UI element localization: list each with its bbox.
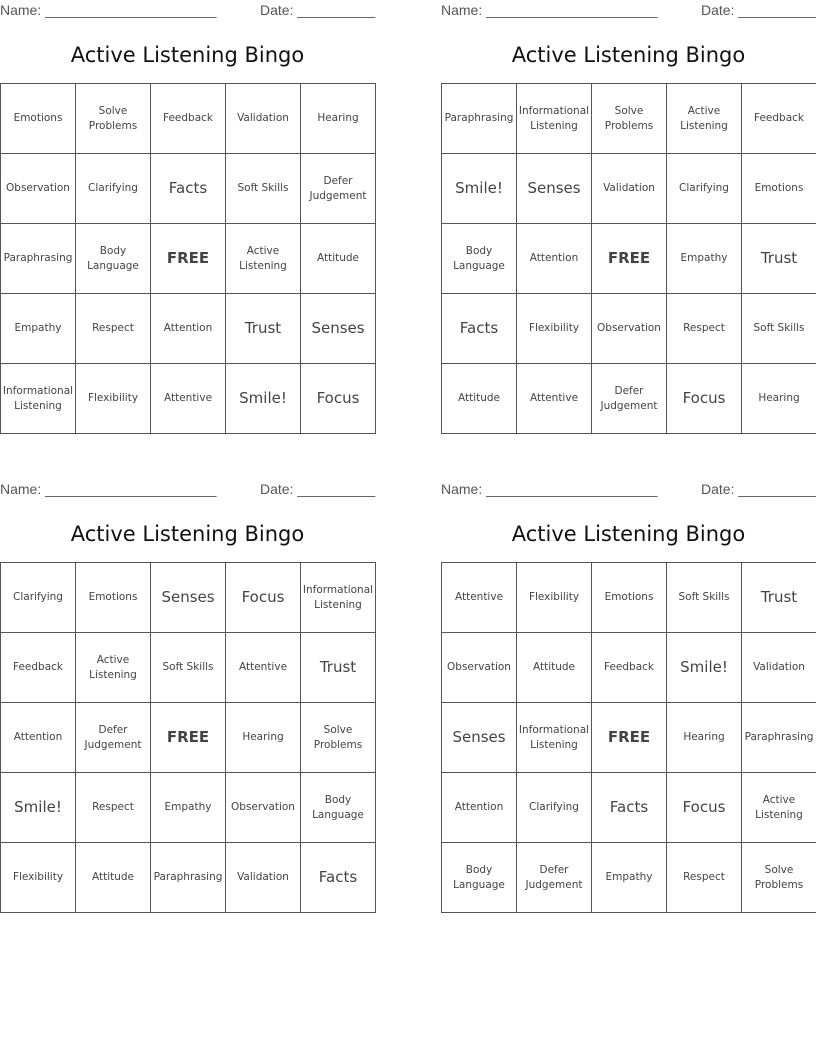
cell-label: Trust	[760, 249, 798, 267]
cell-label: Flexibility	[87, 392, 139, 404]
bingo-cell[interactable]	[442, 843, 517, 913]
bingo-cell[interactable]	[76, 843, 151, 913]
bingo-cell[interactable]	[1, 294, 76, 364]
cell-label: Soft Skills	[678, 591, 730, 603]
bingo-cell[interactable]	[226, 224, 301, 294]
cell-label: Empathy	[14, 322, 62, 334]
cell-label: Facts	[459, 319, 499, 337]
bingo-cell[interactable]	[151, 154, 226, 224]
cell-label: Clarifying	[529, 801, 579, 813]
bingo-cell[interactable]	[226, 84, 301, 154]
bingo-cell[interactable]	[442, 154, 517, 224]
free-space[interactable]	[592, 703, 667, 773]
bingo-cell[interactable]	[301, 294, 376, 364]
grid-row	[1, 364, 376, 434]
cell-label: Paraphrasing	[153, 871, 223, 883]
grid-row	[1, 703, 376, 773]
bingo-cell[interactable]	[226, 154, 301, 224]
cell-label: Hearing	[317, 112, 359, 124]
cell-label: Focus	[682, 798, 726, 816]
bingo-cell[interactable]	[301, 703, 376, 773]
bingo-cell[interactable]	[517, 703, 592, 773]
bingo-cell[interactable]	[301, 224, 376, 294]
cell-label: Validation	[753, 661, 805, 673]
cell-label: Empathy	[605, 871, 653, 883]
grid-row	[442, 84, 816, 154]
bingo-cell[interactable]	[76, 154, 151, 224]
cell-label: Feedback	[603, 661, 654, 673]
cell-label: Attention	[163, 322, 213, 334]
cell-label: Senses	[527, 179, 581, 197]
bingo-cell[interactable]	[742, 364, 816, 434]
bingo-cell[interactable]	[76, 294, 151, 364]
bingo-cell[interactable]	[742, 84, 816, 154]
bingo-cell[interactable]	[667, 633, 742, 703]
free-space[interactable]	[151, 703, 226, 773]
cell-label: Validation	[237, 871, 289, 883]
bingo-cell[interactable]	[301, 84, 376, 154]
bingo-cell[interactable]	[517, 84, 592, 154]
bingo-cell[interactable]	[667, 843, 742, 913]
cell-label: Validation	[603, 182, 655, 194]
cell-label: Active Listening	[680, 104, 728, 132]
cell-label: Respect	[92, 322, 134, 334]
bingo-cell[interactable]	[151, 294, 226, 364]
bingo-cell[interactable]	[301, 843, 376, 913]
cell-label: Attention	[529, 252, 579, 264]
name-field[interactable]: Name: ______________________	[0, 2, 217, 18]
cell-label: Validation	[237, 112, 289, 124]
bingo-cell[interactable]	[592, 294, 667, 364]
bingo-cell[interactable]	[226, 563, 301, 633]
grid-row	[442, 703, 816, 773]
bingo-cell[interactable]	[742, 633, 816, 703]
bingo-cell[interactable]	[151, 563, 226, 633]
free-space[interactable]	[151, 224, 226, 294]
bingo-cell[interactable]	[151, 843, 226, 913]
cell-label: Solve Problems	[88, 104, 138, 132]
bingo-cell[interactable]	[226, 843, 301, 913]
bingo-cell[interactable]	[76, 773, 151, 843]
cell-label: Clarifying	[13, 591, 63, 603]
grid-row	[442, 154, 816, 224]
bingo-cell[interactable]	[742, 773, 816, 843]
bingo-grid	[0, 562, 376, 913]
bingo-cell[interactable]	[517, 364, 592, 434]
cell-label: Informational Listening	[518, 104, 590, 132]
cell-label: Paraphrasing	[744, 731, 814, 743]
cell-label: Senses	[452, 728, 506, 746]
cell-label: Feedback	[753, 112, 804, 124]
bingo-cell[interactable]	[76, 364, 151, 434]
cell-label: Smile!	[14, 798, 62, 816]
bingo-cell[interactable]	[301, 364, 376, 434]
grid-row	[442, 364, 816, 434]
grid-row	[442, 843, 816, 913]
bingo-cell[interactable]	[151, 633, 226, 703]
cell-label: Attention	[13, 731, 63, 743]
cell-label: Attitude	[457, 392, 501, 404]
bingo-cell[interactable]	[742, 294, 816, 364]
bingo-cell[interactable]	[667, 224, 742, 294]
grid-row	[1, 224, 376, 294]
bingo-cell[interactable]	[151, 84, 226, 154]
cell-label: Empathy	[680, 252, 728, 264]
cell-label: Focus	[241, 588, 285, 606]
bingo-cell[interactable]	[226, 773, 301, 843]
grid-row	[442, 563, 816, 633]
card-title: Active Listening Bingo	[511, 43, 746, 67]
card-title: Active Listening Bingo	[70, 522, 305, 546]
cell-label: FREE	[166, 728, 210, 746]
date-field[interactable]: Date: __________	[260, 2, 376, 18]
bingo-cell[interactable]	[76, 563, 151, 633]
cell-label: Defer Judgement	[525, 863, 583, 891]
bingo-card-4	[441, 479, 816, 919]
bingo-cell[interactable]	[226, 294, 301, 364]
bingo-cell[interactable]	[592, 773, 667, 843]
cell-label: Hearing	[683, 731, 725, 743]
grid-row	[442, 633, 816, 703]
cell-label: Respect	[683, 322, 725, 334]
card-title: Active Listening Bingo	[511, 522, 746, 546]
cell-label: Solve Problems	[313, 723, 363, 751]
cell-label: Soft Skills	[753, 322, 805, 334]
cell-label: Informational Listening	[302, 583, 374, 611]
cell-label: Attentive	[454, 591, 504, 603]
bingo-cell[interactable]	[226, 633, 301, 703]
cell-label: Observation	[447, 661, 511, 673]
cell-label: Smile!	[239, 389, 287, 407]
bingo-cell[interactable]	[592, 843, 667, 913]
grid-row	[442, 773, 816, 843]
bingo-cell[interactable]	[1, 563, 76, 633]
name-field[interactable]: Name: ______________________	[441, 481, 658, 497]
bingo-cell[interactable]	[442, 563, 517, 633]
bingo-card-1	[0, 0, 375, 440]
cell-label: Paraphrasing	[3, 252, 73, 264]
bingo-cell[interactable]	[517, 294, 592, 364]
grid-row	[1, 154, 376, 224]
bingo-cell[interactable]	[301, 563, 376, 633]
cell-label: Respect	[92, 801, 134, 813]
cell-label: Attentive	[529, 392, 579, 404]
cell-label: Flexibility	[528, 591, 580, 603]
date-field[interactable]: Date: __________	[701, 2, 816, 18]
cell-label: Trust	[319, 658, 357, 676]
bingo-cell[interactable]	[592, 154, 667, 224]
cell-label: Clarifying	[88, 182, 138, 194]
cell-label: Defer Judgement	[600, 384, 658, 412]
grid-row	[1, 563, 376, 633]
bingo-cell[interactable]	[442, 773, 517, 843]
cell-label: Senses	[161, 588, 215, 606]
cell-label: Flexibility	[12, 871, 64, 883]
bingo-cell[interactable]	[1, 773, 76, 843]
bingo-cell[interactable]	[76, 84, 151, 154]
cell-label: Trust	[760, 588, 798, 606]
cell-label: Soft Skills	[162, 661, 214, 673]
name-field[interactable]: Name: ______________________	[0, 481, 217, 497]
cell-label: Feedback	[12, 661, 63, 673]
bingo-cell[interactable]	[517, 633, 592, 703]
cell-label: Attitude	[91, 871, 135, 883]
grid-row	[1, 843, 376, 913]
cell-label: Feedback	[162, 112, 213, 124]
cell-label: Active Listening	[239, 244, 287, 272]
bingo-cell[interactable]	[1, 633, 76, 703]
bingo-cell[interactable]	[442, 224, 517, 294]
bingo-cell[interactable]	[667, 154, 742, 224]
cell-label: Defer Judgement	[309, 174, 367, 202]
grid-row	[442, 294, 816, 364]
bingo-grid	[441, 83, 816, 434]
bingo-cell[interactable]	[667, 84, 742, 154]
cell-label: Smile!	[680, 658, 728, 676]
date-field[interactable]: Date: __________	[260, 481, 376, 497]
bingo-cell[interactable]	[742, 154, 816, 224]
bingo-cell[interactable]	[442, 364, 517, 434]
grid-row	[442, 224, 816, 294]
bingo-cell[interactable]	[301, 633, 376, 703]
bingo-grid	[0, 83, 376, 434]
grid-row	[1, 773, 376, 843]
cell-label: Soft Skills	[237, 182, 289, 194]
cell-label: Hearing	[758, 392, 800, 404]
cell-label: Empathy	[164, 801, 212, 813]
bingo-cell[interactable]	[592, 633, 667, 703]
cell-label: Body Language	[87, 244, 139, 272]
cell-label: Emotions	[754, 182, 804, 194]
cell-label: Attentive	[163, 392, 213, 404]
bingo-cell[interactable]	[1, 703, 76, 773]
cell-label: FREE	[607, 728, 651, 746]
cell-label: Hearing	[242, 731, 284, 743]
bingo-cell[interactable]	[667, 773, 742, 843]
cell-label: Observation	[6, 182, 70, 194]
grid-row	[1, 84, 376, 154]
bingo-card-3	[0, 479, 375, 919]
cell-label: Emotions	[13, 112, 63, 124]
bingo-cell[interactable]	[1, 364, 76, 434]
cell-label: Emotions	[604, 591, 654, 603]
bingo-cell[interactable]	[742, 563, 816, 633]
bingo-cell[interactable]	[592, 563, 667, 633]
cell-label: Flexibility	[528, 322, 580, 334]
bingo-cell[interactable]	[667, 703, 742, 773]
cell-label: Smile!	[455, 179, 503, 197]
bingo-cell[interactable]	[151, 364, 226, 434]
bingo-cell[interactable]	[517, 773, 592, 843]
bingo-cell[interactable]	[1, 843, 76, 913]
bingo-cell[interactable]	[742, 843, 816, 913]
bingo-cell[interactable]	[1, 224, 76, 294]
bingo-cell[interactable]	[517, 843, 592, 913]
cell-label: Facts	[318, 868, 358, 886]
bingo-cell[interactable]	[442, 703, 517, 773]
bingo-cell[interactable]	[517, 224, 592, 294]
cell-label: Attitude	[532, 661, 576, 673]
free-space[interactable]	[592, 224, 667, 294]
bingo-cell[interactable]	[667, 294, 742, 364]
cell-label: Body Language	[312, 793, 364, 821]
bingo-grid	[441, 562, 816, 913]
cell-label: Emotions	[88, 591, 138, 603]
cell-label: Informational Listening	[2, 384, 74, 412]
bingo-cell[interactable]	[667, 563, 742, 633]
cell-label: Solve Problems	[754, 863, 804, 891]
bingo-cell[interactable]	[667, 364, 742, 434]
bingo-cell[interactable]	[1, 154, 76, 224]
cell-label: Clarifying	[679, 182, 729, 194]
cell-label: FREE	[166, 249, 210, 267]
cell-label: Focus	[682, 389, 726, 407]
date-field[interactable]: Date: __________	[701, 481, 816, 497]
cell-label: Active Listening	[89, 653, 137, 681]
cell-label: Attitude	[316, 252, 360, 264]
cell-label: Attention	[454, 801, 504, 813]
bingo-cell[interactable]	[301, 773, 376, 843]
bingo-cell[interactable]	[742, 703, 816, 773]
bingo-cell[interactable]	[1, 84, 76, 154]
grid-row	[1, 633, 376, 703]
bingo-cell[interactable]	[592, 84, 667, 154]
bingo-cell[interactable]	[742, 224, 816, 294]
bingo-cell[interactable]	[592, 364, 667, 434]
bingo-cell[interactable]	[442, 633, 517, 703]
grid-row	[1, 294, 376, 364]
cell-label: Facts	[609, 798, 649, 816]
cell-label: Solve Problems	[604, 104, 654, 132]
cell-label: Senses	[311, 319, 365, 337]
bingo-cell[interactable]	[442, 84, 517, 154]
cell-label: Defer Judgement	[84, 723, 142, 751]
cell-label: Facts	[168, 179, 208, 197]
bingo-cell[interactable]	[226, 364, 301, 434]
bingo-cell[interactable]	[76, 703, 151, 773]
name-field[interactable]: Name: ______________________	[441, 2, 658, 18]
cell-label: Body Language	[453, 863, 505, 891]
cell-label: Body Language	[453, 244, 505, 272]
cell-label: Focus	[316, 389, 360, 407]
bingo-cell[interactable]	[226, 703, 301, 773]
cell-label: Paraphrasing	[444, 112, 514, 124]
bingo-cell[interactable]	[442, 294, 517, 364]
cell-label: Respect	[683, 871, 725, 883]
card-title: Active Listening Bingo	[70, 43, 305, 67]
bingo-cell[interactable]	[151, 773, 226, 843]
cell-label: Active Listening	[755, 793, 803, 821]
bingo-cell[interactable]	[76, 633, 151, 703]
bingo-cell[interactable]	[76, 224, 151, 294]
cell-label: Observation	[597, 322, 661, 334]
cell-label: Trust	[244, 319, 282, 337]
bingo-card-2	[441, 0, 816, 440]
cell-label: Observation	[231, 801, 295, 813]
cell-label: FREE	[607, 249, 651, 267]
bingo-cell[interactable]	[517, 563, 592, 633]
bingo-cell[interactable]	[517, 154, 592, 224]
cell-label: Informational Listening	[518, 723, 590, 751]
cell-label: Attentive	[238, 661, 288, 673]
bingo-cell[interactable]	[301, 154, 376, 224]
